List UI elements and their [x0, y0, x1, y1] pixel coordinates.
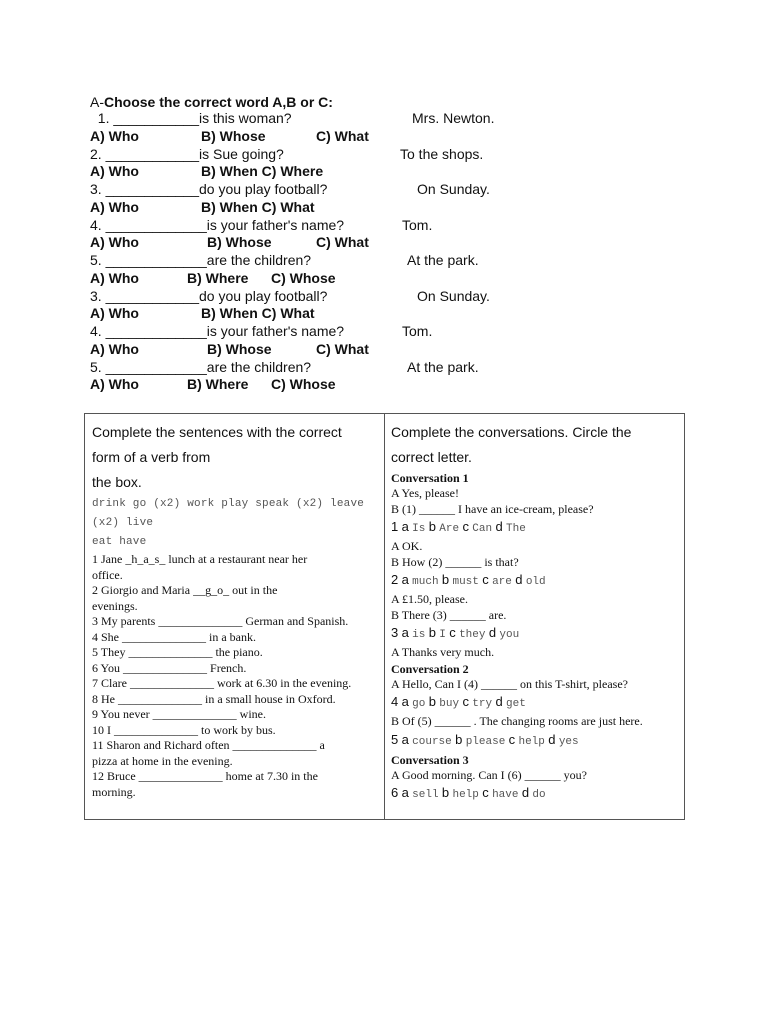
options-row [90, 128, 690, 146]
option-row-1 [391, 517, 681, 539]
answer-text: Tom. [402, 323, 433, 339]
option-b[interactable]: B) Whose [207, 340, 272, 357]
sentence-line: office. [92, 567, 123, 582]
verb-box-line-2: (x2) live [92, 517, 154, 529]
option-c[interactable]: C) What [316, 127, 369, 144]
choice-letter-b[interactable]: b [441, 572, 450, 587]
sentence-line: 7 Clare ______________ work at 6.30 in the evening. [92, 676, 352, 690]
question-row [90, 217, 690, 235]
choice-letter-d[interactable]: d [521, 785, 530, 800]
question-row [90, 252, 690, 270]
dialogue-line: A OK. [391, 539, 423, 553]
section-title-text: Choose the correct word A,B or C: [104, 94, 333, 110]
choice-word-a[interactable]: is [412, 629, 426, 641]
choice-letter-b[interactable]: b [455, 731, 463, 747]
choice-word-c[interactable]: Can [472, 523, 493, 535]
dialogue-line: B (1) ______ I have an ice-cream, please? [391, 501, 594, 516]
choice-word-c[interactable]: are [492, 576, 512, 588]
right-heading-2: correct letter. [391, 449, 472, 465]
answer-text: On Sunday. [417, 287, 490, 304]
option-c[interactable]: C) Whose [271, 269, 336, 286]
choice-word-d[interactable]: get [506, 698, 526, 710]
choice-letter-d[interactable]: d [488, 625, 497, 640]
option-b[interactable]: B) Whose [201, 127, 266, 144]
option-a[interactable]: A) Who [90, 305, 139, 322]
answer-text: Tom. [402, 216, 433, 233]
choice-letter-c[interactable]: c [462, 519, 469, 534]
question-row [90, 288, 690, 306]
choice-letter-d[interactable]: d [515, 572, 523, 587]
option-c[interactable]: C) What [316, 340, 369, 357]
dialogue-line: A Thanks very much. [391, 645, 495, 659]
option-b[interactable]: B) When C) What [201, 305, 315, 322]
sentence-line: 9 You never ______________ wine. [92, 707, 266, 721]
choice-letter-a[interactable]: a [401, 731, 409, 747]
option-b[interactable]: B) Where [187, 269, 249, 286]
item-number: 1 [391, 519, 399, 534]
choice-word-b[interactable]: Are [439, 523, 460, 535]
choice-word-a[interactable]: sell [412, 789, 439, 801]
sentence-line: 3 My parents ______________ German and Spanish. [92, 614, 349, 628]
choice-letter-a[interactable]: a [401, 694, 409, 709]
sentence-line: 2 Giorgio and Maria __g_o_ out in the [92, 583, 278, 597]
question-text: 4. _____________is your father's name? [90, 323, 345, 339]
choice-letter-a[interactable]: a [401, 785, 409, 800]
question-row [90, 181, 690, 199]
question-text: 5. _____________are the children? [90, 252, 312, 268]
question-text: 2. ____________is Sue going? [90, 145, 284, 162]
sentence-line: morning. [92, 784, 136, 799]
option-a[interactable]: A) Who [90, 234, 139, 251]
option-a[interactable]: A) Who [90, 198, 139, 215]
choice-word-d[interactable]: The [506, 523, 526, 535]
conversation-2-title: Conversation 2 [391, 661, 469, 676]
choice-letter-c[interactable]: c [462, 694, 469, 709]
sentence-line: 11 Sharon and Richard often ______________ a [92, 738, 325, 752]
choice-letter-c[interactable]: c [482, 785, 489, 800]
dialogue-line: B How (2) ______ is that? [391, 554, 519, 569]
choice-letter-c[interactable]: c [482, 572, 489, 587]
left-heading-3: the box. [92, 474, 142, 490]
left-column [92, 420, 379, 800]
option-row-4 [391, 692, 681, 714]
choice-word-b[interactable]: must [452, 576, 479, 588]
left-heading-2: form of a verb from [92, 449, 211, 465]
question-text: 1. ___________is this woman? [90, 110, 292, 126]
choice-letter-a[interactable]: a [401, 572, 409, 587]
sentence-line: 1 Jane _h_a_s_ lunch at a restaurant near her [92, 552, 308, 566]
conversation-3-title: Conversation 3 [391, 752, 469, 767]
conversation-1-title: Conversation 1 [391, 471, 469, 485]
answer-text: At the park. [407, 358, 479, 375]
dialogue-line: B Of (5) ______ . The changing rooms are just here. [391, 714, 643, 728]
choice-letter-a[interactable]: a [401, 519, 409, 534]
option-b[interactable]: B) Whose [207, 234, 272, 251]
options-row [90, 376, 690, 394]
answer-text: To the shops. [400, 145, 484, 162]
choice-word-b[interactable]: help [452, 789, 479, 801]
section-a-title [90, 94, 690, 110]
question-row [90, 110, 690, 128]
column-divider [384, 414, 385, 819]
choice-letter-d[interactable]: d [495, 519, 503, 534]
section-prefix: A- [90, 94, 104, 110]
choice-word-d[interactable]: do [532, 789, 546, 801]
choice-word-b[interactable]: buy [439, 698, 460, 710]
sentence-line: 5 They ______________ the piano. [92, 645, 263, 659]
right-column [391, 420, 681, 805]
sentence-list [92, 552, 379, 800]
option-row-6 [391, 783, 681, 805]
question-text: 5. _____________are the children? [90, 358, 312, 375]
choice-word-a[interactable]: go [412, 698, 426, 710]
item-number: 4 [391, 694, 399, 709]
item-number: 2 [391, 572, 399, 587]
options-row [90, 199, 690, 217]
option-row-2 [391, 570, 681, 592]
option-c[interactable]: C) What [316, 234, 369, 251]
choice-letter-b[interactable]: b [428, 694, 436, 709]
option-b[interactable]: B) When C) Where [201, 163, 324, 180]
option-b[interactable]: B) When C) What [201, 198, 315, 215]
choice-word-c[interactable]: they [459, 629, 486, 641]
options-row [90, 234, 690, 252]
options-row [90, 341, 690, 359]
question-text: 3. ____________do you play football? [90, 181, 328, 197]
sentence-line: 8 He ______________ in a small house in Oxford. [92, 691, 336, 706]
choice-letter-b[interactable]: b [441, 785, 450, 800]
options-row [90, 270, 690, 288]
answer-text: At the park. [407, 252, 479, 268]
choice-letter-d[interactable]: d [495, 694, 503, 709]
sentence-line: 10 I ______________ to work by bus. [92, 722, 276, 737]
sentence-line: evenings. [92, 598, 138, 613]
answer-text: On Sunday. [417, 181, 490, 197]
dialogue-line: B There (3) ______ are. [391, 607, 507, 622]
choice-letter-b[interactable]: b [428, 519, 436, 534]
choice-word-d[interactable]: old [525, 576, 546, 588]
options-row [90, 305, 690, 323]
choice-word-c[interactable]: help [518, 735, 545, 748]
dialogue-line: A £1.50, please. [391, 592, 468, 606]
left-heading-1: Complete the sentences with the correct [92, 424, 342, 440]
choice-letter-a[interactable]: a [401, 625, 409, 640]
verb-box-line-3: eat have [92, 536, 147, 548]
verb-box-line-1: drink go (x2) work play speak (x2) leave [92, 498, 365, 510]
option-c[interactable]: C) Whose [271, 376, 336, 393]
question-row [90, 323, 690, 341]
answer-text: Mrs. Newton. [412, 110, 495, 126]
choice-letter-b[interactable]: b [428, 625, 436, 640]
sentence-line: pizza at home in the evening. [92, 753, 233, 768]
choice-word-a[interactable]: course [412, 735, 452, 748]
choice-word-d[interactable]: you [499, 629, 520, 641]
option-a[interactable]: A) Who [90, 127, 139, 144]
option-row-3 [391, 623, 681, 645]
choice-word-d[interactable]: yes [558, 735, 579, 748]
right-heading-1: Complete the conversations. Circle the [391, 424, 632, 440]
choice-word-c[interactable]: have [492, 789, 519, 801]
sentence-line: 6 You ______________ French. [92, 660, 247, 675]
options-row [90, 163, 690, 181]
section-a [90, 94, 690, 394]
question-text: 3. ____________do you play football? [90, 287, 328, 304]
dialogue-line: A Hello, Can I (4) ______ on this T-shirt, please? [391, 676, 628, 691]
choice-letter-c[interactable]: c [508, 731, 516, 747]
option-row-5 [391, 730, 681, 752]
option-b[interactable]: B) Where [187, 376, 249, 393]
item-number: 5 [391, 731, 399, 747]
option-a[interactable]: A) Who [90, 269, 139, 286]
choice-letter-c[interactable]: c [449, 625, 456, 640]
choice-word-a[interactable]: much [412, 576, 439, 588]
sentence-line: 4 She ______________ in a bank. [92, 629, 256, 644]
dialogue-line: A Good morning. Can I (6) ______ you? [391, 767, 587, 782]
exercise-table [84, 413, 685, 820]
choice-word-c[interactable]: try [472, 698, 493, 710]
option-a[interactable]: A) Who [90, 376, 139, 393]
option-a[interactable]: A) Who [90, 340, 139, 357]
item-number: 3 [391, 625, 399, 640]
choice-word-b[interactable]: please [465, 735, 506, 748]
choice-letter-d[interactable]: d [548, 731, 556, 747]
choice-word-b[interactable]: I [439, 629, 446, 641]
dialogue-line: A Yes, please! [391, 486, 459, 500]
sentence-line: 12 Bruce ______________ home at 7.30 in the [92, 769, 318, 783]
question-row [90, 146, 690, 164]
option-a[interactable]: A) Who [90, 163, 139, 180]
question-row [90, 359, 690, 377]
question-list [90, 110, 690, 394]
question-text: 4. _____________is your father's name? [90, 216, 345, 233]
choice-word-a[interactable]: Is [412, 523, 426, 535]
item-number: 6 [391, 785, 399, 800]
